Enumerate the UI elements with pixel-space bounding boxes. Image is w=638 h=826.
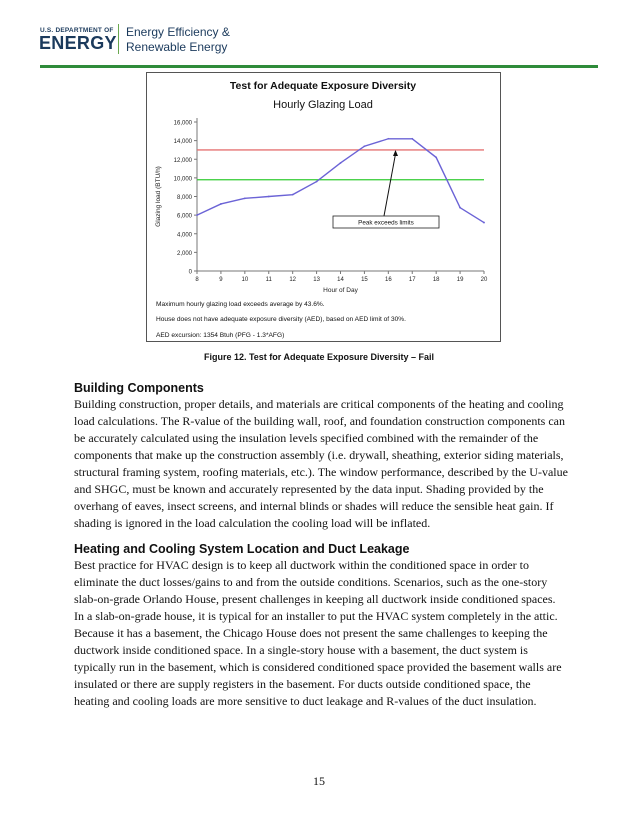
x-tick-label: 20 — [480, 277, 488, 283]
annotation-arrowhead — [393, 150, 398, 156]
glazing-load-point — [364, 145, 366, 147]
annotation-pointer-line — [384, 154, 396, 216]
x-tick-label: 14 — [337, 277, 344, 283]
x-tick-label: 13 — [313, 277, 320, 283]
y-tick-label: 16,000 — [173, 120, 192, 127]
y-tick-label: 6,000 — [176, 213, 192, 220]
glazing-load-point — [196, 214, 198, 216]
glazing-load-point — [292, 194, 294, 196]
y-tick-label: 0 — [188, 269, 192, 276]
glazing-load-series-line — [197, 139, 484, 223]
x-tick-label: 10 — [241, 277, 249, 283]
glazing-load-point — [316, 181, 318, 183]
x-tick-label: 9 — [219, 277, 223, 283]
section-body-building-components: Building construction, proper details, and materials are critical components of the heating and cooling load calculations. The R-value of the building wall, roof, and foundation construction components can be accurately calculated using the insulation levels specified combined with the remainder of the components that make up the construction assembly (i.e. drywall, sheathing, exterior siding materials, structural framing system, roofing materials, etc.). The window performance, described by the U-value and SHGC, must be known and accurately represented by the data input. Shading provided by the overhang of eaves, insect screens, and internal blinds or shades will reduce the sensible heat gain. If shading is ignored in the load calculation the cooling load will be inflated. — [74, 397, 568, 530]
x-tick-label: 11 — [265, 277, 272, 283]
chart-title: Test for Adequate Exposure Diversity — [229, 80, 417, 92]
chart-note: House does not have adequate exposure diversity (AED), based on AED limit of 30%. — [156, 316, 406, 323]
chart-note: Maximum hourly glazing load exceeds average by 43.6%. — [156, 301, 325, 308]
logo-divider — [118, 24, 119, 54]
y-tick-label: 12,000 — [173, 157, 192, 164]
header-rule — [40, 65, 598, 68]
y-tick-label: 8,000 — [176, 195, 192, 201]
section-heading-building-components: Building Components — [74, 381, 204, 395]
y-tick-label: 4,000 — [176, 232, 192, 239]
glazing-load-point — [459, 207, 461, 209]
x-tick-label: 16 — [384, 277, 392, 283]
y-tick-label: 14,000 — [173, 139, 192, 146]
glazing-load-point — [387, 138, 389, 140]
glazing-load-point — [244, 197, 246, 199]
y-tick-label: 2,000 — [176, 250, 192, 257]
glazing-load-chart — [146, 72, 501, 342]
x-axis-label: Hour of Day — [323, 287, 358, 294]
annotation-text: Peak exceeds limits — [358, 219, 414, 227]
agency-logo-text: ENERGY — [39, 33, 117, 53]
glazing-load-point — [435, 156, 437, 158]
section-heading-hvac-location: Heating and Cooling System Location and Duct Leakage — [74, 542, 410, 556]
x-tick-label: 17 — [408, 277, 416, 283]
glazing-load-point — [220, 203, 222, 205]
x-tick-label: 12 — [289, 277, 297, 283]
figure-caption: Figure 12. Test for Adequate Exposure Diversity – Fail — [203, 352, 435, 362]
glazing-load-point — [411, 138, 413, 140]
office-name-line2: Renewable Energy — [126, 40, 228, 54]
glazing-load-point — [483, 222, 485, 224]
office-name-line1: Energy Efficiency & — [126, 25, 230, 39]
glazing-load-point — [340, 162, 342, 164]
chart-subtitle: Hourly Glazing Load — [273, 99, 373, 111]
y-axis-label: Glazing load (BTU/h) — [155, 166, 162, 227]
glazing-load-point — [268, 196, 270, 198]
chart-note: AED excursion: 1354 Btuh (PFG - 1.3*AFG) — [156, 332, 285, 339]
x-tick-label: 19 — [456, 277, 464, 283]
page-header — [0, 0, 638, 70]
x-tick-label: 18 — [432, 277, 440, 283]
x-tick-label: 8 — [195, 277, 199, 283]
y-tick-label: 10,000 — [173, 176, 192, 183]
agency-label-small: U.S. DEPARTMENT OF — [40, 27, 114, 34]
page-number: 15 — [313, 774, 325, 788]
section-body-hvac-location: Best practice for HVAC design is to keep all ductwork within the conditioned space in order to eliminate the duct losses/gains to and from the outside conditions. Scenarios, such as the one-story slab-on-grade Orlando House, present challenges in keeping all ductwork inside conditioned spaces. In a slab-on-grade house, it is typical for an installer to put the HVAC system completely in the attic. Because it has a basement, the Chicago House does not present the same challenges to keeping the ductwork inside conditioned space. In a single-story house with a basement, the duct system is typically run in the basement, which is considered conditioned space provided the basement walls are insulated or there are supply registers in the basement. For ducts outside conditioned space, the heating and cooling loads are more sensitive to duct leakage and R-values of the duct insulation. — [74, 558, 562, 708]
x-tick-label: 15 — [361, 277, 368, 283]
